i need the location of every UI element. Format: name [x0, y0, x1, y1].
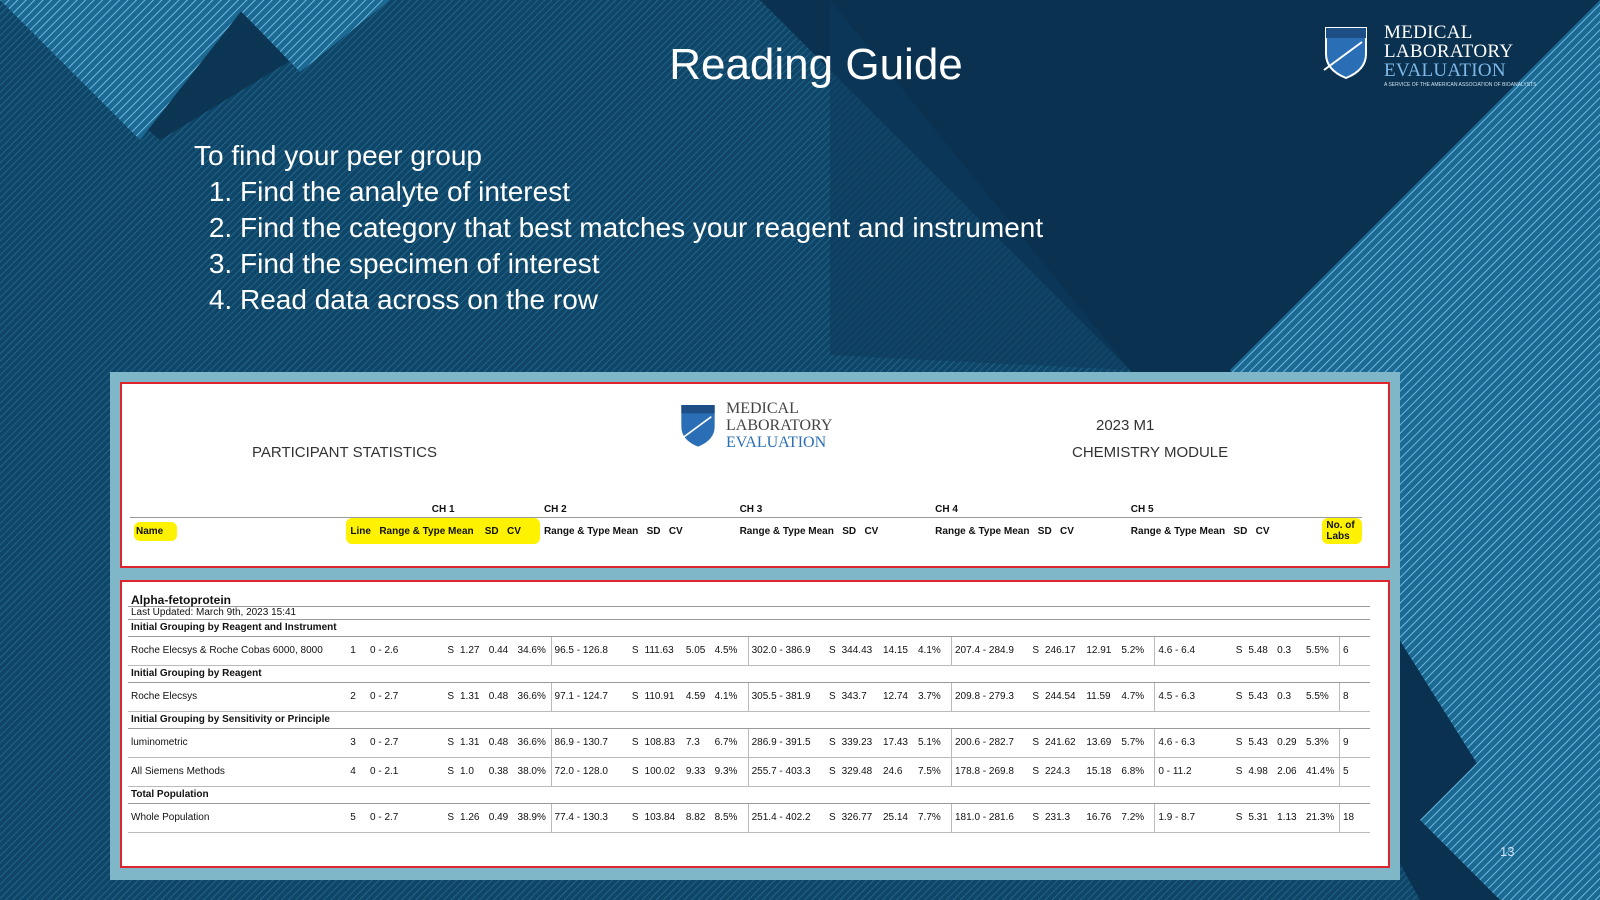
ch1-range: 0 - 2.6: [367, 637, 435, 666]
ch3-range-type: Range & Type: [739, 525, 806, 537]
group-header-row: [128, 666, 1370, 683]
group-header-row: [128, 712, 1370, 729]
ch5-columns: [1127, 518, 1323, 545]
ch4-cv: CV: [1060, 525, 1074, 537]
row-line: 1: [339, 637, 367, 666]
ch3-sd: 14.15: [880, 637, 915, 666]
ch3-type: S: [817, 758, 839, 787]
ch1-cv: 36.6%: [515, 729, 552, 758]
page-number: 13: [1500, 844, 1515, 859]
table-row: [128, 637, 1370, 666]
channel-3: CH 3: [739, 504, 763, 515]
ch5-type: S: [1223, 758, 1245, 787]
channel-row: [130, 502, 1362, 518]
report-logo-line2: LABORATORY: [726, 417, 833, 434]
column-label-row: [130, 518, 1362, 545]
ch3-cv: 5.1%: [915, 729, 952, 758]
report-data-panel: [120, 580, 1390, 868]
ch3-cv: 4.1%: [915, 637, 952, 666]
ch2-cv: 4.5%: [712, 637, 749, 666]
ch3-columns: [736, 518, 932, 545]
ch2-mean: 100.02: [642, 758, 683, 787]
group-title: Initial Grouping by Reagent: [128, 666, 1370, 683]
ch1-mean: 1.26: [457, 804, 486, 833]
ch1-sd: 0.48: [486, 683, 515, 712]
ch2-range: 97.1 - 124.7: [551, 683, 620, 712]
ch4-mean: 244.54: [1042, 683, 1083, 712]
ch3-range: 251.4 - 402.2: [748, 804, 817, 833]
table-row: [128, 804, 1370, 833]
logo-line-evaluation: EVALUATION: [1384, 60, 1506, 81]
ch5-sd: 1.13: [1274, 804, 1303, 833]
ch2-type: S: [620, 637, 642, 666]
logo-tagline: A SERVICE OF THE AMERICAN ASSOCIATION OF BIOANALYSTS: [1384, 82, 1537, 88]
ch4-cv: 6.8%: [1118, 758, 1155, 787]
ch4-cv: 5.7%: [1118, 729, 1155, 758]
ch4-sd: 13.69: [1083, 729, 1118, 758]
ch4-type: S: [1020, 637, 1042, 666]
ch4-range: 178.8 - 269.8: [952, 758, 1021, 787]
ch3-range: 305.5 - 381.9: [748, 683, 817, 712]
ch5-mean: 5.48: [1245, 637, 1274, 666]
shield-logo-icon: [1322, 24, 1370, 80]
ch5-sd: SD: [1233, 525, 1248, 537]
ch2-mean: 111.63: [642, 637, 683, 666]
ch1-columns: [346, 518, 540, 545]
group-title: Initial Grouping by Reagent and Instrument: [128, 620, 1370, 637]
ch5-cv: 21.3%: [1303, 804, 1340, 833]
ch2-type: S: [620, 804, 642, 833]
ch4-sd: SD: [1037, 525, 1052, 537]
ch1-type: S: [435, 637, 457, 666]
ch5-type: S: [1223, 729, 1245, 758]
ch3-mean: 343.7: [839, 683, 880, 712]
row-labs: 18: [1340, 804, 1371, 833]
ch5-sd: 0.3: [1274, 637, 1303, 666]
updated-row: [128, 607, 1370, 620]
ch4-sd: 12.91: [1083, 637, 1118, 666]
ch4-range: 207.4 - 284.9: [952, 637, 1021, 666]
mle-logo: [1322, 22, 1572, 92]
group-title: Initial Grouping by Sensitivity or Principle: [128, 712, 1370, 729]
row-labs: 8: [1340, 683, 1371, 712]
row-name: luminometric: [128, 729, 339, 758]
ch5-mean: 5.43: [1245, 683, 1274, 712]
report-logo: [678, 400, 858, 460]
ch4-mean: 224.3: [1042, 758, 1083, 787]
row-name: All Siemens Methods: [128, 758, 339, 787]
ch5-type: S: [1223, 683, 1245, 712]
ch3-type: S: [817, 804, 839, 833]
ch3-mean: 326.77: [839, 804, 880, 833]
col-labs: No. of Labs: [1322, 518, 1362, 545]
ch1-sd: 0.38: [486, 758, 515, 787]
row-line: 2: [339, 683, 367, 712]
ch1-sd: 0.48: [486, 729, 515, 758]
table-row: [128, 758, 1370, 787]
ch5-sd: 0.3: [1274, 683, 1303, 712]
ch5-range: 1.9 - 8.7: [1155, 804, 1224, 833]
ch4-type: S: [1020, 758, 1042, 787]
report-shield-icon: [678, 400, 718, 450]
ch4-range: 181.0 - 281.6: [952, 804, 1021, 833]
ch3-mean: Mean: [808, 525, 834, 537]
ch2-range: 96.5 - 126.8: [551, 637, 620, 666]
ch4-sd: 11.59: [1083, 683, 1118, 712]
ch1-sd: 0.44: [486, 637, 515, 666]
analyte-row: [128, 592, 1370, 607]
ch1-type: S: [435, 804, 457, 833]
ch1-type: S: [435, 683, 457, 712]
ch2-range: 86.9 - 130.7: [551, 729, 620, 758]
ch3-cv: 3.7%: [915, 683, 952, 712]
ch2-range-type: Range & Type: [543, 525, 610, 537]
ch3-mean: 344.43: [839, 637, 880, 666]
col-mean: Mean: [448, 525, 474, 537]
ch1-mean: 1.27: [457, 637, 486, 666]
ch1-mean: 1.31: [457, 729, 486, 758]
ch1-cv: 38.0%: [515, 758, 552, 787]
ch1-cv: 34.6%: [515, 637, 552, 666]
ch1-range: 0 - 2.1: [367, 758, 435, 787]
ch3-cv: 7.5%: [915, 758, 952, 787]
intro-text: To find your peer group: [194, 140, 482, 171]
row-line: 4: [339, 758, 367, 787]
ch4-mean: 246.17: [1042, 637, 1083, 666]
ch2-type: S: [620, 758, 642, 787]
participant-statistics-title: PARTICIPANT STATISTICS: [252, 444, 438, 461]
last-updated: Last Updated: March 9th, 2023 15:41: [128, 607, 1370, 620]
ch3-type: S: [817, 729, 839, 758]
ch2-mean: 103.84: [642, 804, 683, 833]
ch2-mean: Mean: [612, 525, 639, 537]
channel-1: CH 1: [431, 504, 455, 515]
ch2-mean: 110.91: [642, 683, 683, 712]
ch4-range: 209.8 - 279.3: [952, 683, 1021, 712]
row-labs: 9: [1340, 729, 1371, 758]
ch2-sd: 8.82: [683, 804, 712, 833]
slide-title: Reading Guide: [669, 40, 963, 89]
ch2-sd: 4.59: [683, 683, 712, 712]
ch1-mean: 1.31: [457, 683, 486, 712]
group-header-row: [128, 787, 1370, 804]
ch4-cv: 7.2%: [1118, 804, 1155, 833]
row-name: Whole Population: [128, 804, 339, 833]
ch3-sd: SD: [842, 525, 857, 537]
ch3-sd: 25.14: [880, 804, 915, 833]
ch3-range: 302.0 - 386.9: [748, 637, 817, 666]
report-year: 2023 M1: [1096, 417, 1155, 434]
row-name: Roche Elecsys & Roche Cobas 6000, 8000: [128, 637, 339, 666]
group-title: Total Population: [128, 787, 1370, 804]
channel-2: CH 2: [543, 504, 567, 515]
ch3-type: S: [817, 683, 839, 712]
ch2-type: S: [620, 683, 642, 712]
ch4-sd: 15.18: [1083, 758, 1118, 787]
ch1-cv: 38.9%: [515, 804, 552, 833]
ch3-cv: CV: [864, 525, 879, 537]
ch5-mean: Mean: [1199, 525, 1226, 537]
ch1-range: 0 - 2.7: [367, 729, 435, 758]
ch4-columns: [931, 518, 1127, 545]
ch5-range: 4.6 - 6.4: [1155, 637, 1224, 666]
ch5-cv: 5.5%: [1303, 683, 1340, 712]
report-data-table: [128, 592, 1370, 833]
col-name: Name: [134, 522, 177, 541]
ch5-type: S: [1223, 804, 1245, 833]
ch3-mean: 329.48: [839, 758, 880, 787]
ch4-type: S: [1020, 683, 1042, 712]
column-header-table: [130, 502, 1362, 544]
ch5-cv: 5.5%: [1303, 637, 1340, 666]
ch5-range-type: Range & Type: [1130, 525, 1197, 537]
ch4-range: 200.6 - 282.7: [952, 729, 1021, 758]
ch5-cv: 41.4%: [1303, 758, 1340, 787]
table-row: [128, 729, 1370, 758]
step-4: 4. Read data across on the row: [240, 282, 1043, 318]
ch1-cv: 36.6%: [515, 683, 552, 712]
ch5-mean: 4.98: [1245, 758, 1274, 787]
ch5-cv: CV: [1255, 525, 1270, 537]
group-header-row: [128, 620, 1370, 637]
ch2-sd: 5.05: [683, 637, 712, 666]
ch4-cv: 4.7%: [1118, 683, 1155, 712]
col-sd: SD: [484, 525, 499, 537]
ch3-sd: 12.74: [880, 683, 915, 712]
ch5-mean: 5.31: [1245, 804, 1274, 833]
ch3-range: 255.7 - 403.3: [748, 758, 817, 787]
ch2-cv: 8.5%: [712, 804, 749, 833]
ch2-columns: [540, 518, 736, 545]
col-cv: CV: [506, 525, 521, 537]
ch5-range: 4.6 - 6.3: [1155, 729, 1224, 758]
row-name: Roche Elecsys: [128, 683, 339, 712]
ch2-cv: 4.1%: [712, 683, 749, 712]
ch2-range: 72.0 - 128.0: [551, 758, 620, 787]
ch3-mean: 339.23: [839, 729, 880, 758]
col-range-type: Range & Type: [379, 525, 446, 537]
logo-line-laboratory: LABORATORY: [1384, 41, 1514, 62]
ch2-sd: 9.33: [683, 758, 712, 787]
ch3-sd: 17.43: [880, 729, 915, 758]
ch4-cv: 5.2%: [1118, 637, 1155, 666]
step-2: 2. Find the category that best matches your reagent and instrument: [240, 210, 1043, 246]
ch5-mean: 5.43: [1245, 729, 1274, 758]
ch3-cv: 7.7%: [915, 804, 952, 833]
report-module: CHEMISTRY MODULE: [1072, 444, 1229, 461]
analyte-name: Alpha-fetoprotein: [131, 593, 231, 607]
ch2-sd: SD: [646, 525, 661, 537]
report-logo-line3: EVALUATION: [726, 434, 827, 451]
step-3: 3. Find the specimen of interest: [240, 246, 1043, 282]
ch2-mean: 108.83: [642, 729, 683, 758]
instructions: [194, 138, 1043, 318]
ch1-type: S: [435, 729, 457, 758]
ch2-range: 77.4 - 130.3: [551, 804, 620, 833]
ch1-range: 0 - 2.7: [367, 804, 435, 833]
ch3-sd: 24.6: [880, 758, 915, 787]
ch4-type: S: [1020, 804, 1042, 833]
channel-4: CH 4: [935, 504, 958, 515]
ch4-type: S: [1020, 729, 1042, 758]
ch5-sd: 0.29: [1274, 729, 1303, 758]
ch1-range: 0 - 2.7: [367, 683, 435, 712]
report-logo-line1: MEDICAL: [726, 400, 799, 417]
ch5-type: S: [1223, 637, 1245, 666]
row-labs: 6: [1340, 637, 1371, 666]
row-labs: 5: [1340, 758, 1371, 787]
ch1-sd: 0.49: [486, 804, 515, 833]
steps-list: [194, 174, 1043, 318]
ch2-sd: 7.3: [683, 729, 712, 758]
ch4-mean: 231.3: [1042, 804, 1083, 833]
ch2-cv: CV: [668, 525, 683, 537]
ch5-range: 4.5 - 6.3: [1155, 683, 1224, 712]
ch4-mean: 241.62: [1042, 729, 1083, 758]
ch5-cv: 5.3%: [1303, 729, 1340, 758]
ch4-range-type: Range & Type: [935, 525, 1002, 537]
ch4-sd: 16.76: [1083, 804, 1118, 833]
ch5-range: 0 - 11.2: [1155, 758, 1224, 787]
ch1-type: S: [435, 758, 457, 787]
col-line: Line: [350, 525, 371, 537]
ch3-range: 286.9 - 391.5: [748, 729, 817, 758]
report-header-panel: [120, 382, 1390, 568]
channel-5: CH 5: [1130, 504, 1154, 515]
logo-line-medical: MEDICAL: [1384, 22, 1473, 43]
ch5-sd: 2.06: [1274, 758, 1303, 787]
row-line: 3: [339, 729, 367, 758]
table-row: [128, 683, 1370, 712]
ch4-mean: Mean: [1003, 525, 1030, 537]
ch3-type: S: [817, 637, 839, 666]
ch1-mean: 1.0: [457, 758, 486, 787]
step-1: 1. Find the analyte of interest: [240, 174, 1043, 210]
row-line: 5: [339, 804, 367, 833]
ch2-cv: 6.7%: [712, 729, 749, 758]
ch2-type: S: [620, 729, 642, 758]
ch2-cv: 9.3%: [712, 758, 749, 787]
